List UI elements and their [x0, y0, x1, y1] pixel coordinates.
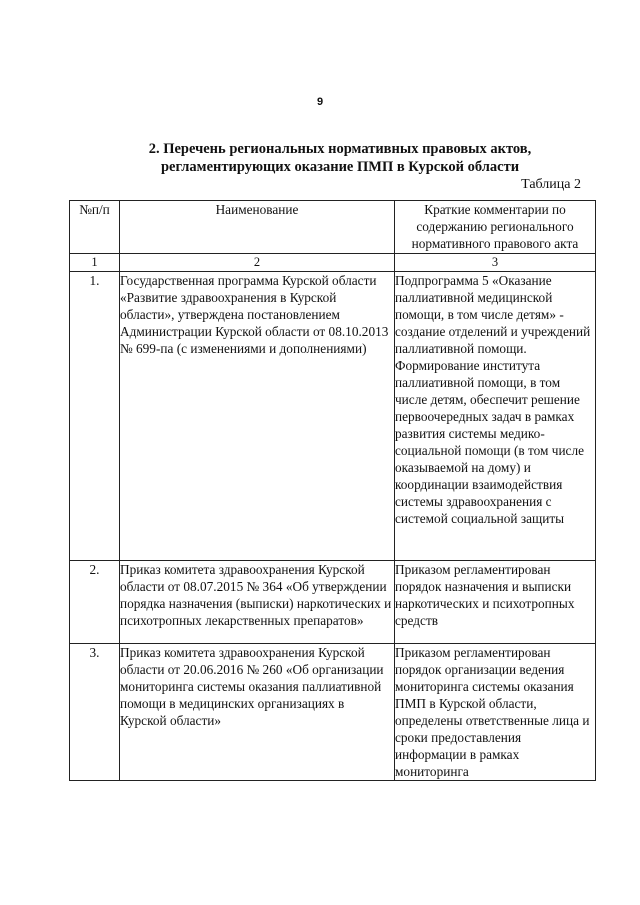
table-row: [70, 561, 596, 644]
act-comment: Подпрограмма 5 «Оказание паллиативной медицинской помощи, в том числе детям» - создание отделений и учреждений паллиативной помощи. Формирование института паллиативной помощи, в том числе детям, обеспечит решение первоочередных задач в рамках развития системы медико-социальной помощи (в том числе оказываемой на дому) и координации взаимодействия системы здравоохранения с системой социальной защиты: [395, 272, 596, 561]
table-caption: Таблица 2: [521, 177, 581, 192]
column-number-3: 3: [395, 254, 596, 272]
section-title-line-2: регламентирующих оказание ПМП в Курской области: [160, 159, 520, 175]
header-name: Наименование: [120, 201, 395, 254]
header-number: №п/п: [70, 201, 120, 254]
act-name: Приказ комитета здравоохранения Курской области от 08.07.2015 № 364 «Об утверждении порядка назначения (выписки) наркотических и психотропных лекарственных препаратов»: [120, 561, 395, 644]
act-comment: Приказом регламентирован порядок назначения и выписки наркотических и психотропных средств: [395, 561, 596, 644]
section-title: [120, 140, 560, 176]
table-row: [70, 272, 596, 561]
regulatory-acts-table: [69, 200, 596, 781]
act-name: Государственная программа Курской области «Развитие здравоохранения в Курской области», утверждена постановлением Администрации Курской области от 08.10.2013 № 699-па (с изменениями и дополнениями): [120, 272, 395, 561]
header-comment: Краткие комментарии по содержанию регионального нормативного правового акта: [395, 201, 596, 254]
row-number: 1.: [70, 272, 120, 561]
row-number: 3.: [70, 644, 120, 781]
section-title-line-1: 2. Перечень региональных нормативных правовых актов,: [148, 141, 532, 157]
act-name: Приказ комитета здравоохранения Курской области от 20.06.2016 № 260 «Об организации мониторинга системы оказания паллиативной помощи в медицинских организациях в Курской области»: [120, 644, 395, 781]
column-number-1: 1: [70, 254, 120, 272]
table-row: [70, 644, 596, 781]
page-number: 9: [316, 96, 324, 108]
column-number-row: [70, 254, 596, 272]
table-header-row: [70, 201, 596, 254]
column-number-2: 2: [120, 254, 395, 272]
act-comment: Приказом регламентирован порядок организации ведения мониторинга системы оказания ПМП в Курской области, определены ответственные лица и сроки предоставления информации в рамках мониторинга: [395, 644, 596, 781]
row-number: 2.: [70, 561, 120, 644]
